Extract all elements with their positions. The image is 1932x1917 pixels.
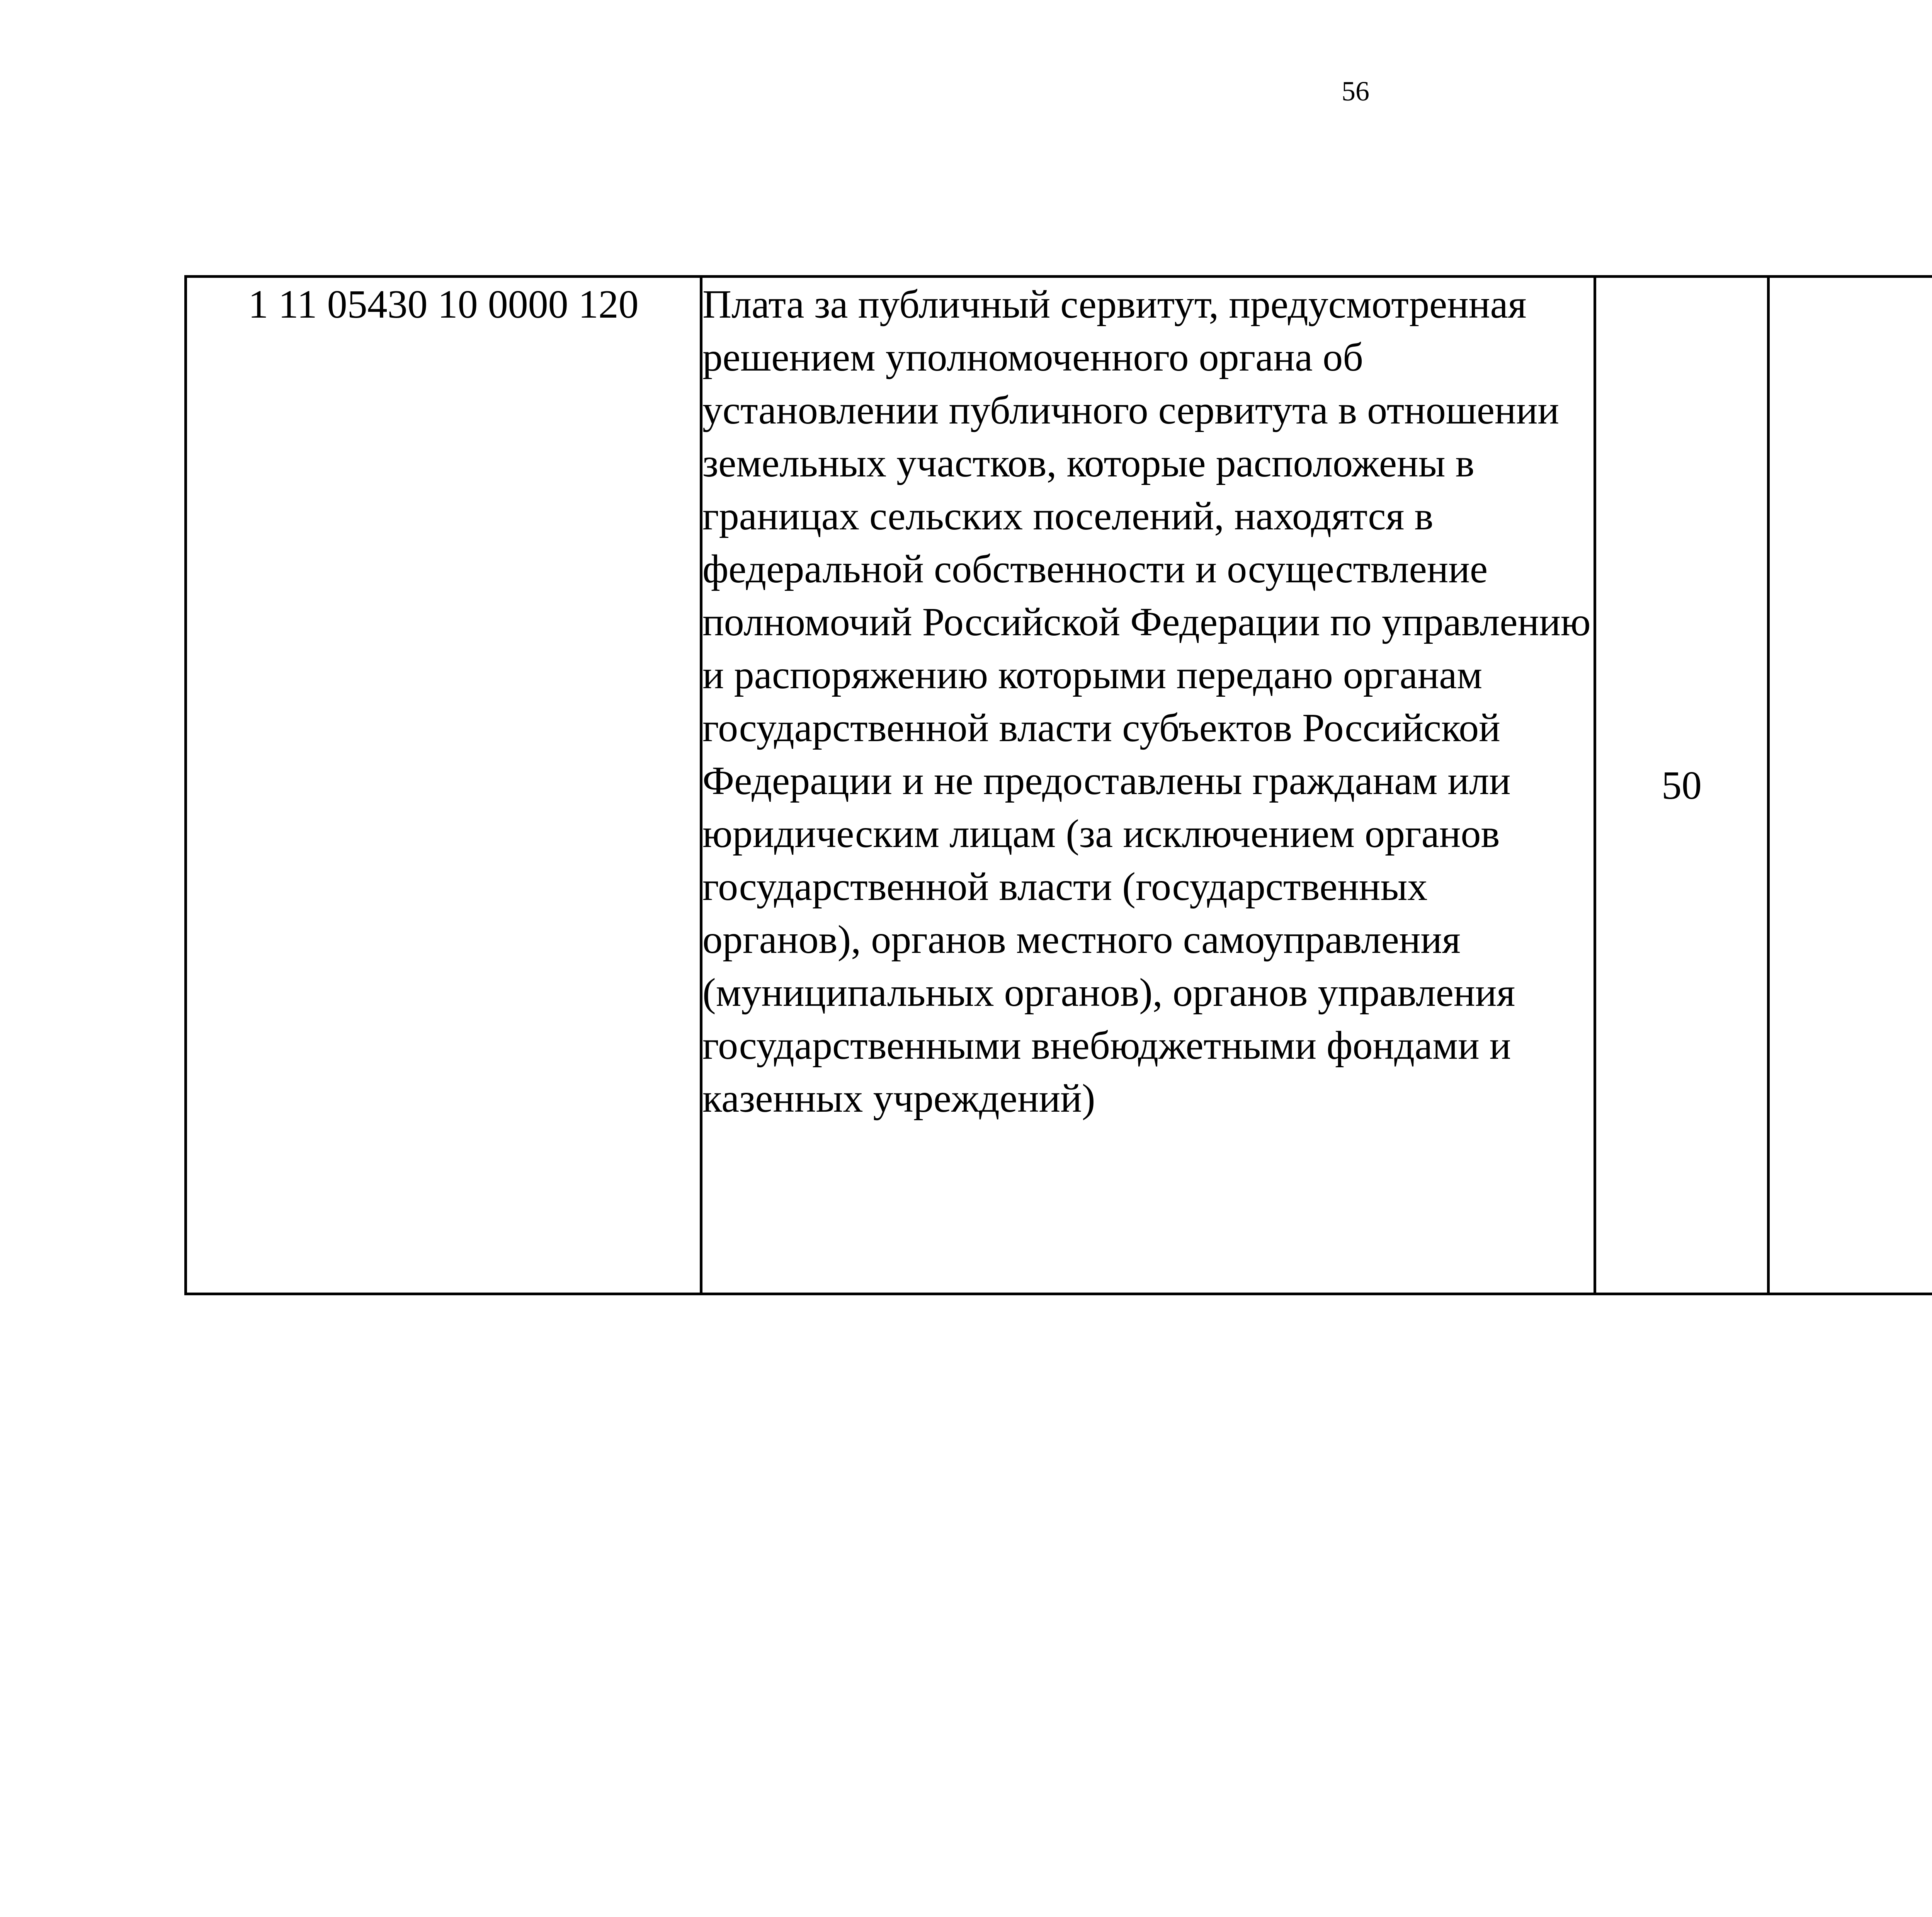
- page-number: 56: [1342, 76, 1369, 107]
- amount-cell-1: 50: [1595, 277, 1769, 1294]
- budget-revenue-table: [184, 275, 1932, 1295]
- table-row: [186, 277, 1932, 1294]
- revenue-name-cell: Плата за публичный сервитут, предусмотренная решением уполномоченного органа об установлении публичного сервитута в отношении земельных участков, которые расположены в границах сельских поселений, находятся в федеральной собственности и осуществление полномочий Российской Федерации по управлению и распоряжению которыми передано органам государственной власти субъектов Российской Федерации и не предоставлены гражданам или юридическим лицам (за исключением органов государственной власти (государственных органов), органов местного самоуправления (муниципальных органов), органов управления государственными внебюджетными фондами и казенных учреждений): [701, 277, 1595, 1294]
- budget-classification-code-cell: 1 11 05430 10 0000 120: [186, 277, 701, 1294]
- amount-cell-2: [1769, 277, 1932, 1294]
